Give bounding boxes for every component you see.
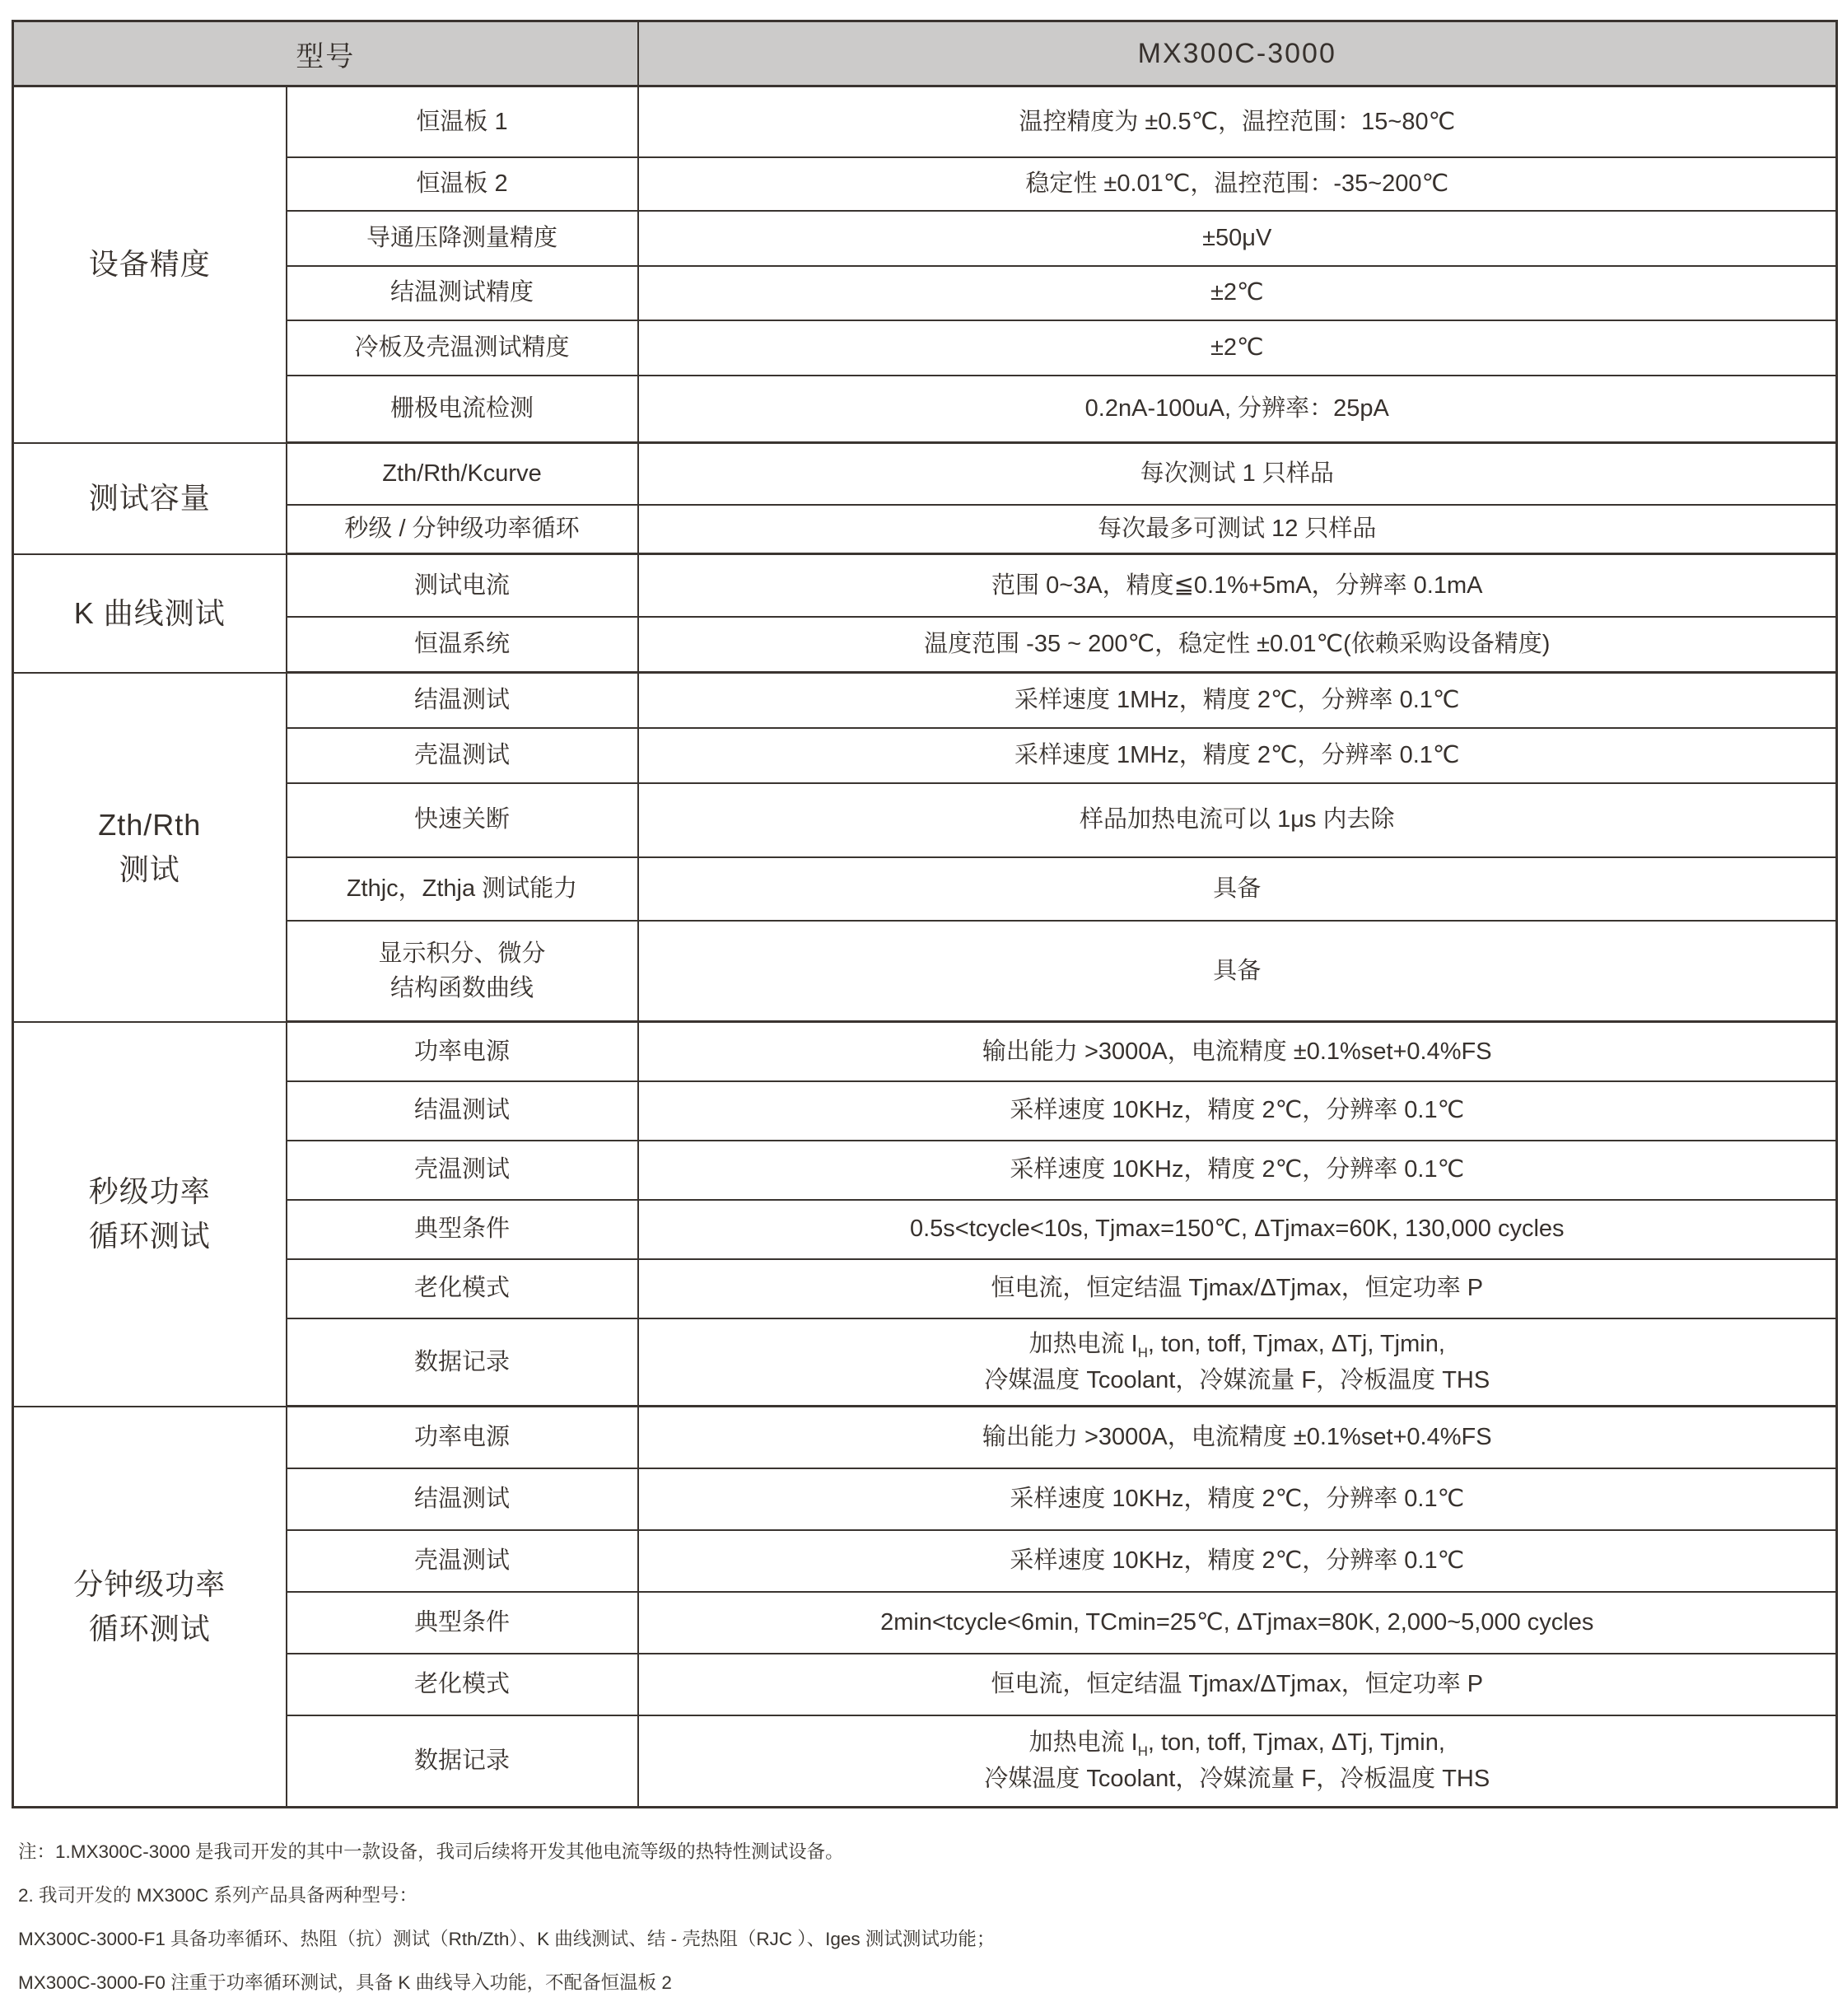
row-label: 结温测试 (287, 1468, 638, 1530)
row-value: 输出能力 >3000A，电流精度 ±0.1%set+0.4%FS (638, 1407, 1837, 1468)
table-row (13, 1022, 1837, 1081)
row-value: 稳定性 ±0.01℃，温控范围：-35~200℃ (638, 157, 1837, 211)
spec-table-body (13, 86, 1837, 1808)
row-value: 恒电流，恒定结温 Tjmax/ΔTjmax，恒定功率 P (638, 1259, 1837, 1318)
row-value: 具备 (638, 921, 1837, 1022)
group-label: 分钟级功率 循环测试 (13, 1407, 287, 1808)
table-row (13, 443, 1837, 505)
table-row (13, 728, 1837, 783)
table-row (13, 1259, 1837, 1318)
row-value: 采样速度 1MHz，精度 2℃，分辨率 0.1℃ (638, 728, 1837, 783)
table-row (13, 1200, 1837, 1259)
table-row (13, 376, 1837, 443)
group-label: 设备精度 (13, 86, 287, 443)
row-value: 具备 (638, 857, 1837, 921)
table-row (13, 921, 1837, 1022)
row-value: 采样速度 1MHz，精度 2℃，分辨率 0.1℃ (638, 673, 1837, 728)
row-label: 结温测试精度 (287, 266, 638, 320)
table-row (13, 157, 1837, 211)
row-label: 数据记录 (287, 1318, 638, 1407)
row-value: ±2℃ (638, 266, 1837, 320)
row-label: 恒温板 1 (287, 86, 638, 157)
row-value: 加热电流 $I_H$, ton, toff, Tjmax, ΔTj, Tjmin, 冷媒温度 Tcoolant，冷媒流量 F，冷板温度 THS (638, 1318, 1837, 1407)
group-label: K 曲线测试 (13, 554, 287, 673)
table-row (13, 1081, 1837, 1141)
footnotes (18, 1841, 1830, 2016)
row-value: 采样速度 10KHz，精度 2℃，分辨率 0.1℃ (638, 1468, 1837, 1530)
header-model-value: MX300C-3000 (638, 21, 1837, 86)
row-label: 典型条件 (287, 1200, 638, 1259)
row-label: 壳温测试 (287, 728, 638, 783)
note-line: MX300C-3000-F1 具备功率循环、热阻（抗）测试（Rth/Zth）、K 曲线测试、结 - 壳热阻（RJC ）、Iges 测试测试功能； (18, 1929, 996, 1949)
row-value: 恒电流，恒定结温 Tjmax/ΔTjmax，恒定功率 P (638, 1654, 1837, 1715)
spec-table (12, 20, 1838, 1808)
row-value: 输出能力 >3000A，电流精度 ±0.1%set+0.4%FS (638, 1022, 1837, 1081)
row-value: 2min<tcycle<6min, TCmin=25℃, ΔTjmax=80K, 2,000~5,000 cycles (638, 1592, 1837, 1654)
table-row (13, 554, 1837, 617)
table-row (13, 86, 1837, 157)
table-row (13, 783, 1837, 857)
row-label: 老化模式 (287, 1654, 638, 1715)
row-value: 温度范围 -35 ~ 200℃，稳定性 ±0.01℃(依赖采购设备精度) (638, 617, 1837, 673)
table-row (13, 266, 1837, 320)
row-label: 栅极电流检测 (287, 376, 638, 443)
note-line: 注：1.MX300C-3000 是我司开发的其中一款设备，我司后续将开发其他电流等级的热特性测试设备。 (18, 1841, 844, 1862)
row-label: 老化模式 (287, 1259, 638, 1318)
row-value: 0.2nA-100uA, 分辨率：25pA (638, 376, 1837, 443)
row-label: 壳温测试 (287, 1530, 638, 1592)
note-line: 2. 我司开发的 MX300C 系列产品具备两种型号： (18, 1885, 418, 1906)
row-value: 范围 0~3A，精度≦0.1%+5mA，分辨率 0.1mA (638, 554, 1837, 617)
row-value: ±50μV (638, 211, 1837, 266)
row-value: 采样速度 10KHz，精度 2℃，分辨率 0.1℃ (638, 1530, 1837, 1592)
row-label: 数据记录 (287, 1715, 638, 1808)
row-label: 壳温测试 (287, 1141, 638, 1200)
row-label: Zthjc，Zthja 测试能力 (287, 857, 638, 921)
header-model-label: 型号 (13, 21, 638, 86)
row-value: 每次测试 1 只样品 (638, 443, 1837, 505)
group-label: Zth/Rth 测试 (13, 673, 287, 1022)
row-label: 显示积分、微分 结构函数曲线 (287, 921, 638, 1022)
table-row (13, 1654, 1837, 1715)
row-label: 秒级 / 分钟级功率循环 (287, 505, 638, 554)
table-row (13, 211, 1837, 266)
row-value: ±2℃ (638, 320, 1837, 376)
row-label: 结温测试 (287, 673, 638, 728)
row-label: 测试电流 (287, 554, 638, 617)
row-label: 功率电源 (287, 1407, 638, 1468)
table-row (13, 1530, 1837, 1592)
table-row (13, 320, 1837, 376)
row-label: 恒温板 2 (287, 157, 638, 211)
row-label: 恒温系统 (287, 617, 638, 673)
table-row (13, 617, 1837, 673)
row-label: 导通压降测量精度 (287, 211, 638, 266)
row-value: 采样速度 10KHz，精度 2℃，分辨率 0.1℃ (638, 1081, 1837, 1141)
row-label: 快速关断 (287, 783, 638, 857)
row-value: 0.5s<tcycle<10s, Tjmax=150℃, ΔTjmax=60K, 130,000 cycles (638, 1200, 1837, 1259)
row-value: 加热电流 $I_H$, ton, toff, Tjmax, ΔTj, Tjmin, 冷媒温度 Tcoolant，冷媒流量 F，冷板温度 THS (638, 1715, 1837, 1808)
table-row (13, 857, 1837, 921)
note-line: MX300C-3000-F0 注重于功率循环测试，具备 K 曲线导入功能，不配备恒温板 2 (18, 1972, 672, 1993)
table-row (13, 1318, 1837, 1407)
row-label: 冷板及壳温测试精度 (287, 320, 638, 376)
table-row (13, 673, 1837, 728)
table-header-row (13, 21, 1837, 86)
group-label: 秒级功率 循环测试 (13, 1022, 287, 1407)
row-value: 每次最多可测试 12 只样品 (638, 505, 1837, 554)
row-value: 样品加热电流可以 1μs 内去除 (638, 783, 1837, 857)
row-label: 典型条件 (287, 1592, 638, 1654)
row-value: 采样速度 10KHz，精度 2℃，分辨率 0.1℃ (638, 1141, 1837, 1200)
table-row (13, 505, 1837, 554)
table-row (13, 1141, 1837, 1200)
table-row (13, 1715, 1837, 1808)
table-row (13, 1407, 1837, 1468)
group-label: 测试容量 (13, 443, 287, 554)
table-row (13, 1468, 1837, 1530)
row-value: 温控精度为 ±0.5℃，温控范围：15~80℃ (638, 86, 1837, 157)
table-row (13, 1592, 1837, 1654)
row-label: 结温测试 (287, 1081, 638, 1141)
row-label: Zth/Rth/Kcurve (287, 443, 638, 505)
row-label: 功率电源 (287, 1022, 638, 1081)
